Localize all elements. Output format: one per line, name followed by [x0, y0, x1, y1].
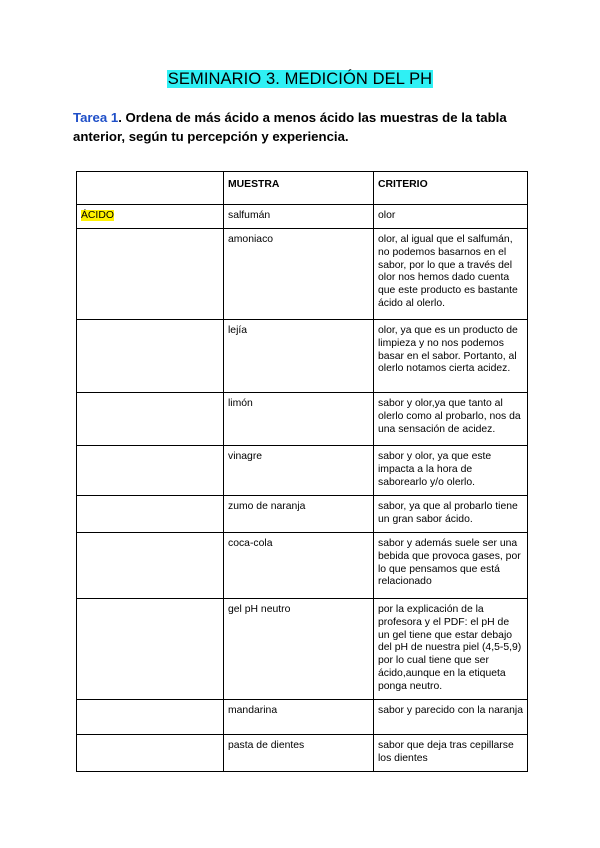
table-row [77, 229, 528, 320]
criterio-cell: sabor y olor, ya que este impacta a la hora de saborearlo y/o olerlo. [374, 446, 528, 496]
criterio-cell: sabor y parecido con la naranja [374, 700, 528, 735]
acidity-label-cell [77, 229, 224, 320]
table-row [77, 320, 528, 393]
criterio-cell: sabor y olor,ya que tanto al olerlo como al probarlo, nos da una sensación de acidez. [374, 393, 528, 446]
table-row [77, 496, 528, 533]
acidity-label-cell [77, 320, 224, 393]
acidity-label-cell [77, 533, 224, 599]
criterio-cell: olor, ya que es un producto de limpieza y no nos podemos basar en el sabor. Portanto, al olerlo notamos cierta acidez. [374, 320, 528, 393]
criterio-cell: sabor y además suele ser una bebida que provoca gases, por lo que pensamos que está relacionado [374, 533, 528, 599]
acidity-label-cell [77, 393, 224, 446]
muestra-cell: mandarina [224, 700, 374, 735]
task-text: . Ordena de más ácido a menos ácido las muestras de la tabla anterior, según tu percepción y experiencia. [73, 110, 507, 144]
table-header-row [77, 172, 528, 205]
criterio-cell: olor, al igual que el salfumán, no podemos basarnos en el sabor, por lo que a través del olor nos hemos dado cuenta que este producto es bastante ácido al olerlo. [374, 229, 528, 320]
muestra-cell: lejía [224, 320, 374, 393]
acidity-label-cell [77, 700, 224, 735]
muestra-cell: amoniaco [224, 229, 374, 320]
muestra-cell: pasta de dientes [224, 735, 374, 772]
criterio-cell: sabor, ya que al probarlo tiene un gran sabor ácido. [374, 496, 528, 533]
muestra-cell: zumo de naranja [224, 496, 374, 533]
muestra-cell: gel pH neutro [224, 599, 374, 700]
header-cell-criterio: CRITERIO [374, 172, 528, 205]
table-row [77, 393, 528, 446]
samples-table [76, 171, 528, 772]
muestra-cell: coca-cola [224, 533, 374, 599]
task-label: Tarea 1 [73, 110, 119, 125]
acidity-label-cell [77, 205, 224, 229]
muestra-cell: salfumán [224, 205, 374, 229]
table-row [77, 735, 528, 772]
table-row [77, 700, 528, 735]
header-cell-muestra: MUESTRA [224, 172, 374, 205]
criterio-cell: por la explicación de la profesora y el PDF: el pH de un gel tiene que estar debajo del pH de nuestra piel (4,5-5,9) por lo cual tiene que ser ácido,aunque en la etiqueta ponga neutro. [374, 599, 528, 700]
page-title-text: SEMINARIO 3. MEDICIÓN DEL PH [167, 70, 433, 88]
acidity-label-cell [77, 735, 224, 772]
criterio-cell: sabor que deja tras cepillarse los dientes [374, 735, 528, 772]
acidity-label-cell [77, 446, 224, 496]
page-title [0, 70, 600, 89]
header-cell-empty [77, 172, 224, 205]
acido-highlight: ÁCIDO [81, 210, 114, 221]
task-statement [73, 108, 533, 146]
acidity-label-cell [77, 599, 224, 700]
table-row [77, 205, 528, 229]
table-row [77, 446, 528, 496]
acidity-label-cell [77, 496, 224, 533]
table-row [77, 599, 528, 700]
muestra-cell: vinagre [224, 446, 374, 496]
table-row [77, 533, 528, 599]
muestra-cell: limón [224, 393, 374, 446]
criterio-cell: olor [374, 205, 528, 229]
